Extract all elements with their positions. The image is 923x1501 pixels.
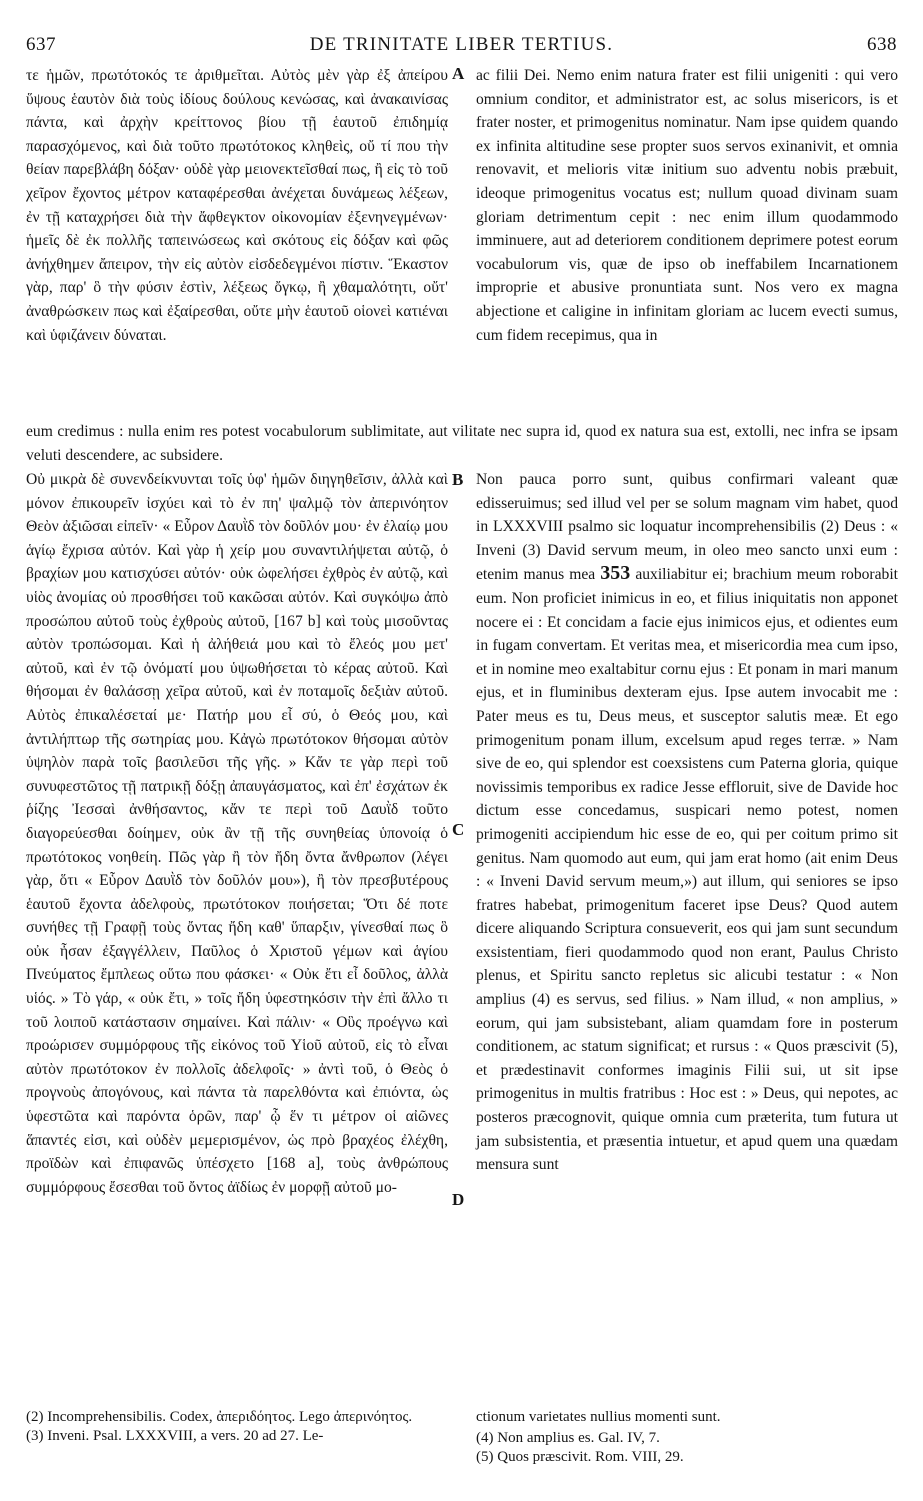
margin-marker-a: A (452, 64, 465, 83)
page-number-right: 638 (867, 34, 897, 55)
footnote: (2) Incomprehensibilis. Codex, ἀπεριδόητος. Lego ἀπερινόητος. (26, 1409, 413, 1425)
greek-paragraph: τε ἡμῶν, πρωτότοκός τε ἀριθμεῖται. Αὐτὸς μὲν γὰρ ἐξ ἀπείρου ὕψους ἑαυτὸν διὰ τοὺς ἰδίους δούλους κενώσας, καὶ ἀνακαινίσας πάντα, καὶ ἀρχὴν κρείττονος βίου τῇ ἑαυτοῦ ἐπιδημίᾳ παρασχόμενος, καὶ διὰ τοῦτο πρωτότοκος κληθεὶς, οὔ τί που τὴν θείαν παρεβλάβη δόξαν· οὐδὲ γὰρ μειονεκτεῖσθαί πως, ἢ εἰς τὸ τοῦ χεῖρον ἔχοντος μέτρον καταφέρεσθαι ἀνέχεται δυνάμεως λέξεων, ἐν τῇ καταχρήσει διὰ τὴν ἄφθεγκτον οἰκονομίαν ἐξενηνεγμένων· ἡμεῖς δὲ ἐκ πολλῆς ταπεινώσεως καὶ σκότους εἰς δόξαν καὶ φῶς ἀνήχθημεν ἄπειρον, τὴν εἰς αὐτὸν εἰσδεδεγμένοι πίστιν. Ἕκαστον γὰρ, παρ' ὃ τὴν φύσιν ἐστὶν, λέξεως ὄγκῳ, ἢ χθαμαλότητι, οὔτ' ἀναθρώσκειν πως καὶ ἐξαίρεσθαι, οὔτε μὴν ἑαυτοῦ οἱονεὶ κατιέναι καὶ ὑφιζάνειν δύναται. (26, 67, 448, 344)
footnote: (5) Quos præscivit. Rom. VIII, 29. (476, 1449, 684, 1465)
margin-marker-b: B (452, 470, 464, 489)
margin-marker-d: D (452, 1190, 465, 1209)
latin-paragraph: ac filii Dei. Nemo enim natura frater est filii unigeniti : qui vero omnium conditor, et administrator est, ac solus misericors, is et frater noster, et primogenitus nominatur. Nam ipse quidem quando ex infinita altitudine sese propter suos servos exinanivit, et omnia renovavit, et melioris vitæ initium suo adventu nobis præbuit, ideoque primogenitus vocatus est; nullum quoad divinam suam gloriam detrimentum cepit : nec enim illum quodammodo imminuere, aut ad deteriorem conditionem deprimere potest eorum vocabulorum vis, quæ de ipso ob ineffabilem Incarnationem improprie et abusive pronuntiata sunt. Nos vero ex magna abjectione et caligine in infinitam gloriam ac lucem evecti sumus, cum fidem recepimus, qua in (476, 67, 898, 344)
latin-column-section-1 (476, 64, 898, 347)
footnotes-left (26, 1408, 448, 1446)
latin-full-width-line: eum credimus : nulla enim res potest vocabulorum sublimitate, aut vilitate nec supra id, quod ex natura sua est, extolli, nec infra se ipsam veluti descendere, ac subsidere. (26, 423, 898, 464)
footnote: (3) Inveni. Psal. LXXXVIII, a vers. 20 ad 27. Le- (26, 1428, 324, 1444)
latin-paragraph (476, 468, 898, 1177)
page-number-left: 637 (26, 34, 56, 55)
margin-marker-c: C (452, 820, 465, 839)
footnotes-right (476, 1408, 898, 1467)
greek-column-section-2 (26, 468, 448, 1199)
greek-column-section-1 (26, 64, 448, 347)
latin-text: Non pauca porro sunt, quibus confirmari valeant quæ edisseruimus; sed illud vel per se solum magnam vim habet, quod in LXXXVIII psalmo sic loquatur incomprehensibilis (2) Deus : « Inveni (3) David servum meum, in oleo meo sancto unxi eum : etenim manus mea (476, 471, 898, 584)
running-title: DE TRINITATE LIBER TERTIUS. (309, 34, 614, 55)
latin-text: auxiliabitur ei; brachium meum roborabit eum. Non proficiet inimicus in eo, et filius iniquitatis non apponet nocere ei : Et concidam a facie ejus inimicos ejus, et odientes eum in fugam convertam. Et veritas mea, et misericordia mea cum ipso, et in nomine meo exaltabitur cornu ejus : Et ponam in mari manum ejus, et in fluminibus dexteram ejus. Ipse autem invocabit me : Pater meus es tu, Deus meus, et susceptor salutis meæ. Et ego primogenitum ponam illum, excelsum apud reges terræ. » Nam sive de eo, qui splendor est coexsistens cum Paterna gloria, quique novissimis temporibus ex radice Jesse effloruit, sive de Davide hoc dictum esse concedamus, suspicari nemo potest, nomen primogeniti accipiendum hic esse de eo, qui per coitum primo sit genitus. Nam quomodo aut eum, qui jam erat homo (ait enim Deus : « Inveni David servum meum,») aut illum, qui seniores se ipso fratres habebat, primogenitum faceret ipse Deus? Quod autem dicere aliquando Scriptura consueverit, eos qui jam sunt secundum exsistentiam, fieri quodammodo quod non erant, Paulus Christo plenus, et Spiritu sancto repletus sic alicubi testatur : « Non amplius (4) es servus, sed filius. » Nam illud, « non amplius, » eorum, qui jam subsistebant, aliam quamdam fore in posterum conditionem, ac statum significat; et rursus : « Quos præscivit (5), et prædestinavit conformes imaginis Filii sui, ut sit ipse primogenitus in multis fratribus : Hoc est : » Deus, qui nepotes, ac posteros præcognovit, quique omnia cum præterita, tum futura ut jam subsistentia, et præsentia intuetur, et apud quem una quædam mensura sunt (476, 566, 898, 1174)
folio-number: 353 (600, 562, 631, 585)
footnote-continuation: ctionum varietates nullius momenti sunt. (476, 1409, 721, 1425)
footnote: (4) Non amplius es. Gal. IV, 7. (476, 1430, 660, 1446)
greek-paragraph: Οὐ μικρὰ δὲ συνενδείκνυνται τοῖς ὑφ' ἡμῶν διηγηθεῖσιν, ἀλλὰ καὶ μόνον ἐπικουρεῖν ἰσχύει καὶ τὸ ἐν πη' ψαλμῷ τὸν ἀπερινόητον Θεὸν ἀξιῶσαι εἰπεῖν· « Εὗρον Δαυῒδ τὸν δοῦλόν μου· ἐν ἐλαίῳ μου ἁγίῳ ἔχρισα αὐτόν. Καὶ γὰρ ἡ χείρ μου συναντιλήψεται αὐτῷ, ὁ βραχίων μου κατισχύσει αὐτόν· οὐκ ὠφελήσει ἐχθρὸς ἐν αὐτῷ, καὶ υἱὸς ἀνομίας οὐ προσθήσει τοῦ κακῶσαι αὐτόν. Καὶ συγκόψω ἀπὸ προσώπου αὐτοῦ τοὺς ἐχθροὺς αὐτοῦ, [167 b] καὶ τοὺς μισοῦντας αὐτὸν τροπώσομαι. Καὶ ἡ ἀλήθειά μου καὶ τὸ ἔλεός μου μετ' αὐτοῦ, καὶ ἐν τῷ ὀνόματί μου ὑψωθήσεται τὸ κέρας αὐτοῦ. Καὶ θήσομαι ἐν θαλάσσῃ χεῖρα αὐτοῦ, καὶ ἐν ποταμοῖς δεξιὰν αὐτοῦ. Αὐτὸς ἐπικαλέσεταί με· Πατήρ μου εἶ σύ, ὁ Θεός μου, καὶ ἀντιλήπτωρ τῆς σωτηρίας μου. Κἀγὼ πρωτότοκον θήσομαι αὐτὸν ὑψηλὸν παρὰ τοῖς βασιλεῦσι τῆς γῆς. » Κἄν τε γὰρ περὶ τοῦ συνυφεστῶτος τῇ πατρικῇ δόξῃ ἀπαυγάσματος, καὶ ἐπ' ἐσχάτων ἐκ ῥίζης Ἰεσσαὶ ἀνθήσαντος, κἄν τε περὶ τοῦ Δαυῒδ τοῦτο διαγορεύεσθαι δοίημεν, οὐκ ἂν τῇ τῆς συνηθείας ὑπονοίᾳ ὁ πρωτότοκος νοηθείη. Πῶς γὰρ ἢ τὸν ἤδη ὄντα ἄνθρωπον (λέγει γὰρ, ὅτι « Εὗρον Δαυῒδ τὸν δοῦλόν μου»), ἢ τὸν πρεσβυτέρους ἑαυτοῦ ἔχοντα ἀδελφοὺς, πρωτότοκον ποιήσεται; Ὅτι δέ ποτε συνήθες τῇ Γραφῇ τοὺς ὄντας ἤδη καθ' ὕπαρξιν, γίνεσθαί πως ὃ οὐκ ἦσαν ἐξαγγέλλειν, Παῦλος ὁ Χριστοῦ γέμων καὶ ἁγίου Πνεύματος ἔμπλεως οὕτω που φάσκει· « Οὐκ ἔτι εἶ δοῦλος, ἀλλὰ υἱός. » Τὸ γάρ, « οὐκ ἔτι, » τοῖς ἤδη ὑφεστηκόσιν τὴν ἐπὶ ἄλλο τι τοῦ λοιποῦ κατάστασιν σημαίνει. Καὶ πάλιν· « Οὓς προέγνω καὶ προώρισεν συμμόρφους τῆς εἰκόνος τοῦ Υἱοῦ αὐτοῦ, εἰς τὸ εἶναι αὐτὸν πρωτότοκον ἐν πολλοῖς ἀδελφοῖς· » ἀντὶ τοῦ, ὁ Θεὸς ὁ προγνοὺς ἀπογόνους, καὶ πάντα τὰ παρελθόντα καὶ ἐπιόντα, ὡς ὑφεστῶτα καὶ παρόντα ὁρῶν, παρ' ᾧ ἕν τι μέτρον οἱ αἰῶνες ἅπαντές εἰσι, καὶ οὐδὲν μεμερισμένον, ὡς πρὸ βραχέος ἐλέχθη, προϊδὼν καὶ ἐπιφανῶς ὑπέσχετο [168 a], τοὺς ἀνθρώπους συμμόρφους ἔσεσθαι τοῦ ὄντος ἀϊδίως ἐν μορφῇ αὐτοῦ μο- (26, 471, 448, 1196)
latin-column-section-2 (476, 468, 898, 1177)
